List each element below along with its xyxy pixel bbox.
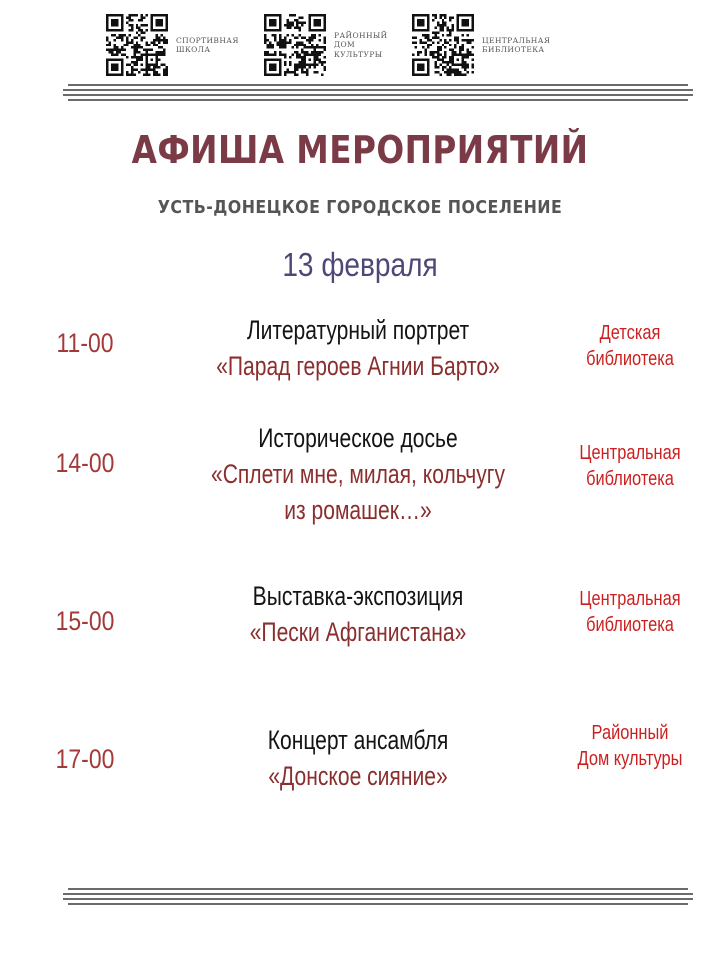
event-time: 17-00 xyxy=(55,744,115,774)
venue-line: Районный xyxy=(591,722,669,744)
event-time: 11-00 xyxy=(56,328,114,358)
bottom-divider xyxy=(60,886,696,910)
venue-line: Дом культуры xyxy=(577,748,683,770)
event-name: из ромашек…» xyxy=(284,495,432,525)
event-date: 13 февраля xyxy=(282,246,438,283)
venue-line: Детская xyxy=(599,322,661,344)
venue-line: Центральная xyxy=(579,442,681,464)
qr-label xyxy=(334,31,408,59)
event-info xyxy=(160,420,556,528)
venue-line: библиотека xyxy=(586,614,674,636)
event-venue xyxy=(573,320,688,372)
page-title: АФИША МЕРОПРИЯТИЙ xyxy=(131,128,589,172)
qr-label xyxy=(482,36,556,55)
divider-lines-icon xyxy=(60,82,696,106)
event-time: 15-00 xyxy=(55,606,115,636)
qr-code-icon xyxy=(412,14,474,76)
event-type: Литературный портрет xyxy=(246,315,470,345)
event-name: «Парад героев Агнии Барто» xyxy=(216,351,500,381)
event-type: Выставка-экспозиция xyxy=(252,581,464,611)
qr-code-icon xyxy=(264,14,326,76)
event-info xyxy=(160,312,556,384)
event-name: «Сплети мне, милая, кольчугу xyxy=(210,459,506,489)
page-subtitle: УСТЬ-ДОНЕЦКОЕ ГОРОДСКОЕ ПОСЕЛЕНИЕ xyxy=(157,197,563,218)
qr-label-line: ДОМ xyxy=(334,40,356,50)
qr-label-line: ЦЕНТРАЛЬНАЯ xyxy=(482,35,551,45)
qr-label-line: РАЙОННЫЙ xyxy=(334,30,388,40)
event-venue xyxy=(573,720,688,772)
qr-group-central-library xyxy=(412,14,556,76)
qr-group-sport-school xyxy=(106,14,250,76)
event-name: «Пески Афганистана» xyxy=(249,617,467,647)
venue-line: Центральная xyxy=(579,588,681,610)
venue-line: библиотека xyxy=(586,348,674,370)
qr-label-line: ШКОЛА xyxy=(176,45,211,54)
qr-label-line: БИБЛИОТЕКА xyxy=(482,45,545,54)
event-type: Концерт ансамбля xyxy=(267,725,449,755)
qr-label-line: СПОРТИВНАЯ xyxy=(176,35,239,45)
qr-code-icon xyxy=(106,14,168,76)
event-venue xyxy=(573,440,688,492)
event-info xyxy=(160,578,556,650)
top-divider xyxy=(60,82,696,106)
qr-label xyxy=(176,36,250,55)
event-venue xyxy=(573,586,688,638)
qr-group-culture-house xyxy=(264,14,408,76)
event-time: 14-00 xyxy=(55,448,115,478)
event-name: «Донское сияние» xyxy=(268,761,448,791)
event-type: Историческое досье xyxy=(258,423,458,453)
venue-line: библиотека xyxy=(586,468,674,490)
divider-lines-icon xyxy=(60,886,696,910)
event-info xyxy=(160,722,556,794)
qr-label-line: КУЛЬТУРЫ xyxy=(334,49,383,59)
